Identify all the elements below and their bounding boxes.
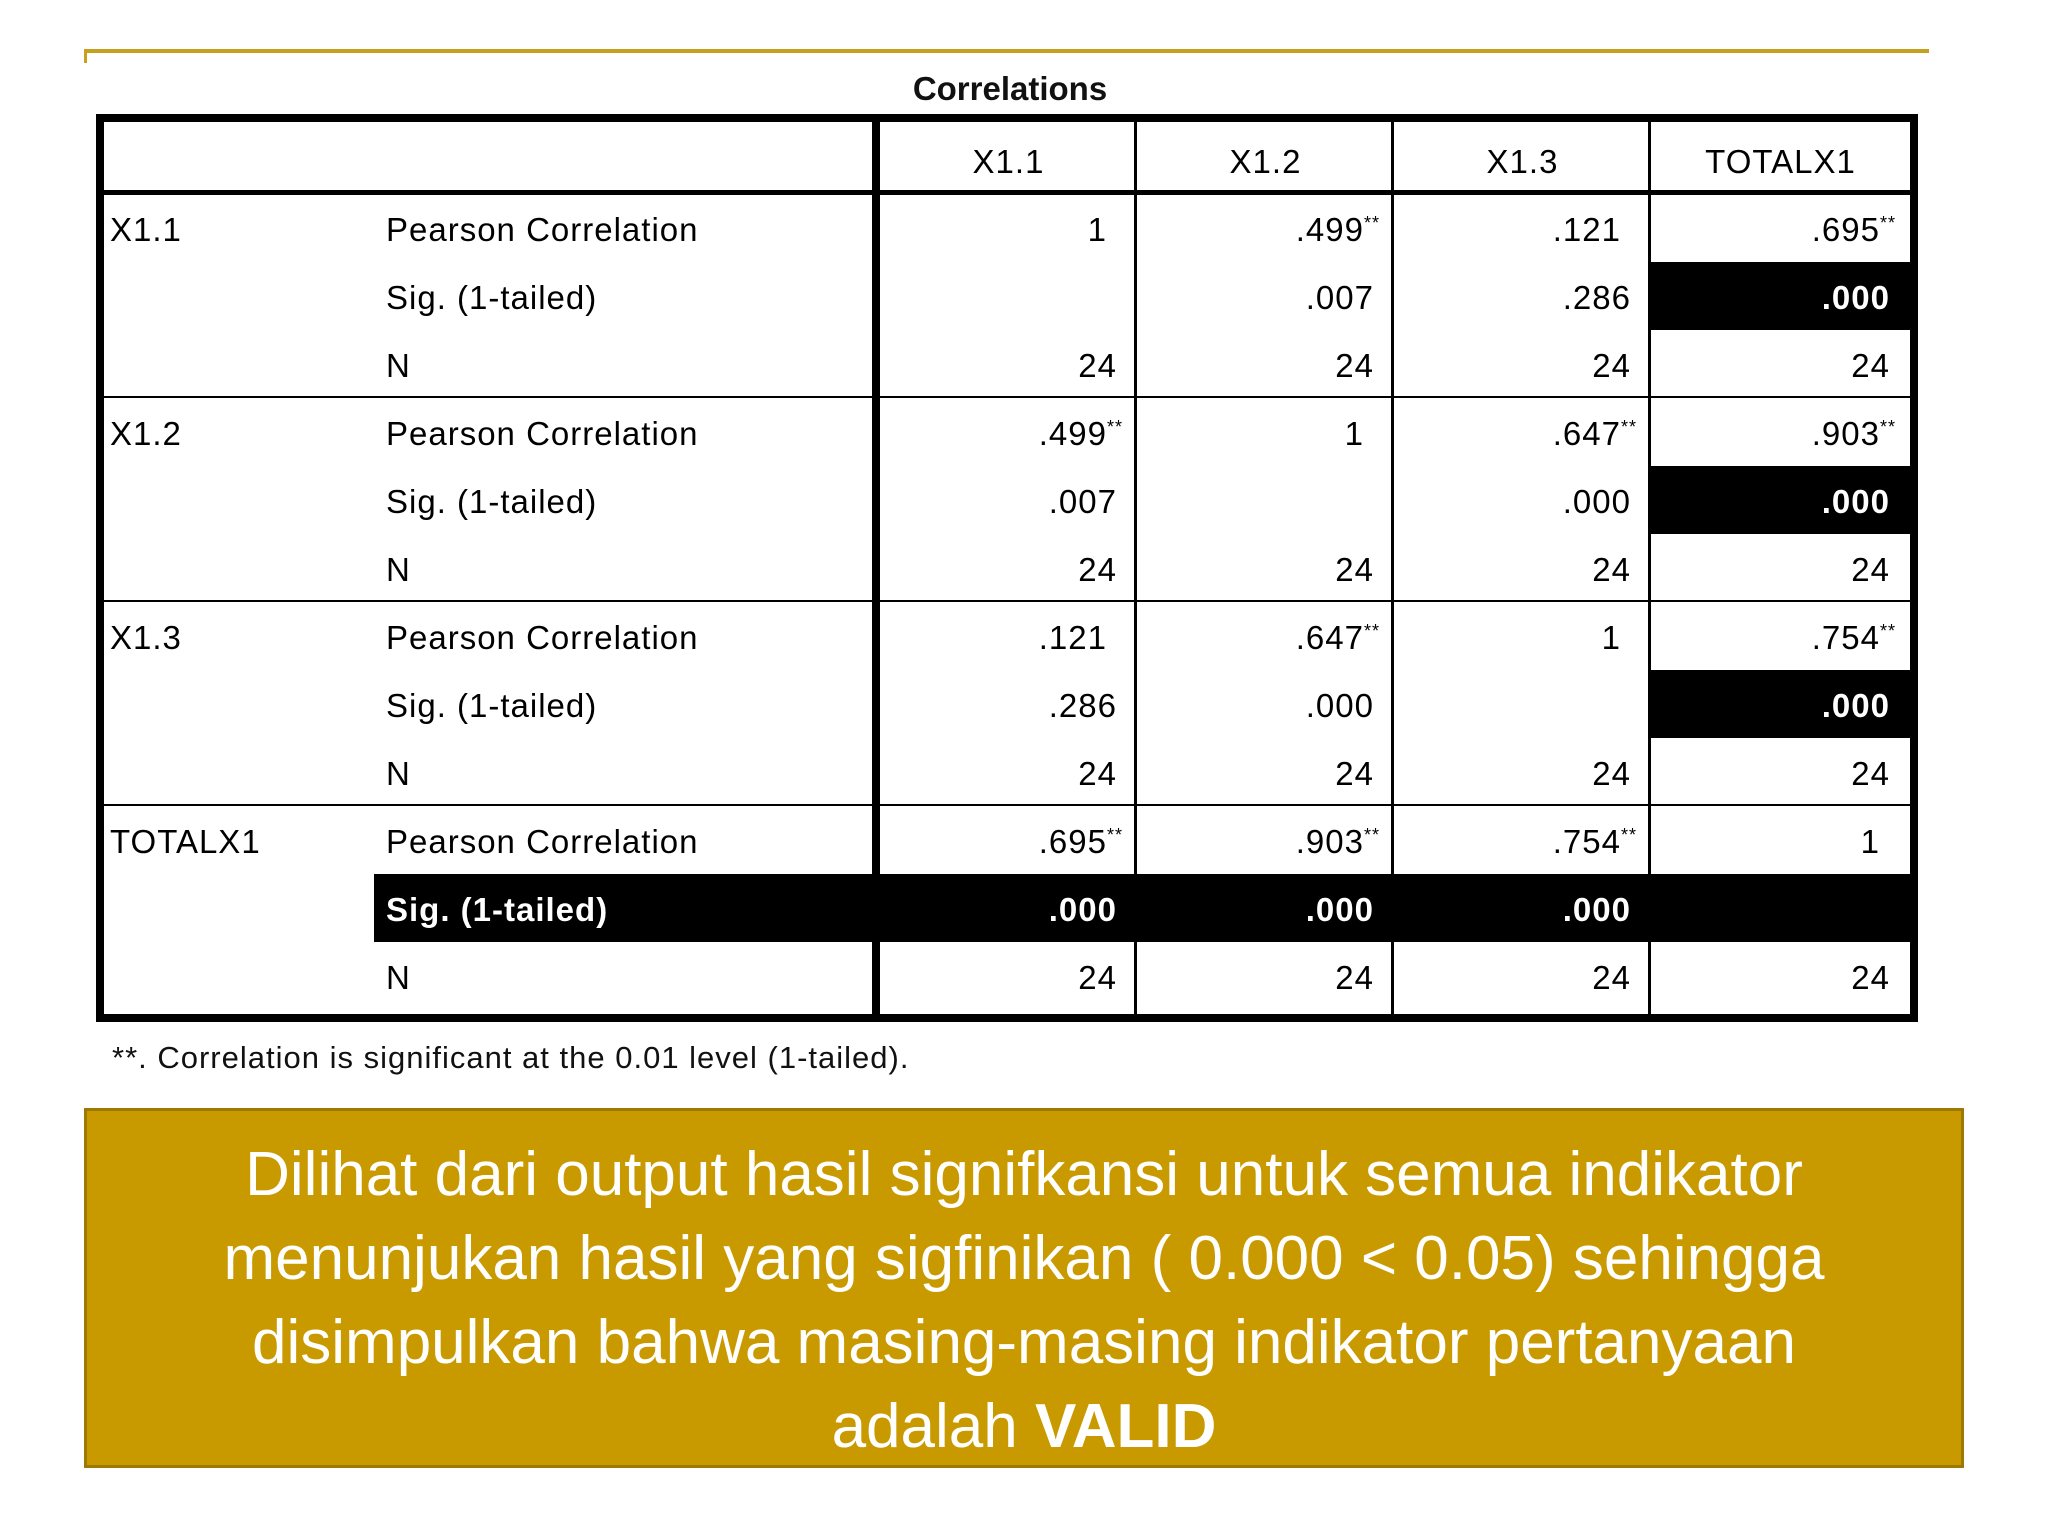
cell-value: .647 — [1552, 415, 1621, 452]
column-header: X1.2 — [1229, 143, 1302, 180]
cell-value: .695 — [1811, 211, 1880, 248]
table-group-rule — [104, 600, 1910, 602]
table-value-cell: 24 — [1335, 959, 1374, 996]
table-value-cell: 24 — [1851, 959, 1890, 996]
slide-top-rule — [84, 49, 1929, 53]
row-stat-label: N — [386, 551, 411, 588]
table-value-cell: 24 — [1078, 347, 1117, 384]
cell-value: .121 — [1038, 619, 1107, 656]
table-value-cell — [880, 618, 1127, 658]
row-stat-label: Pearson Correlation — [386, 619, 699, 656]
table-value-cell: 24 — [1851, 755, 1890, 792]
table-value-cell: .286 — [1048, 687, 1117, 724]
conclusion-line-1: Dilihat dari output hasil signifkansi untuk semua indikator — [245, 1140, 1803, 1209]
table-footnote: **. Correlation is significant at the 0.01 level (1-tailed). — [112, 1040, 910, 1075]
cell-value: .499 — [1038, 415, 1107, 452]
row-stat-label: N — [386, 347, 411, 384]
table-value-cell — [880, 210, 1127, 250]
table-value-cell: 24 — [1592, 347, 1631, 384]
table-value-cell: 24 — [1078, 755, 1117, 792]
cell-value: 1 — [1087, 211, 1107, 248]
conclusion-line-4-prefix: adalah — [831, 1392, 1035, 1461]
table-value-cell: .499** — [1038, 415, 1124, 452]
table-value-cell: .007 — [1305, 279, 1374, 316]
table-divider-stub-col — [872, 122, 880, 1014]
table-value-cell: .000 — [1048, 891, 1117, 928]
cell-value: .647 — [1295, 619, 1364, 656]
column-header: X1.1 — [972, 143, 1045, 180]
table-value-cell: .903** — [1811, 415, 1897, 452]
table-value-cell: .000 — [1821, 483, 1890, 520]
correlations-table — [96, 114, 1918, 1022]
cell-value: .754 — [1811, 619, 1880, 656]
table-value-cell: .007 — [1048, 483, 1117, 520]
row-group-label: X1.2 — [110, 415, 182, 452]
cell-value: 1 — [1601, 619, 1621, 656]
cell-value: 1 — [1860, 823, 1880, 860]
cell-value: .695 — [1038, 823, 1107, 860]
conclusion-box — [84, 1108, 1964, 1468]
table-value-cell: 24 — [1851, 347, 1890, 384]
table-value-cell: 24 — [1078, 959, 1117, 996]
table-value-cell: 24 — [1592, 959, 1631, 996]
table-value-cell: 24 — [1851, 551, 1890, 588]
row-stat-label: N — [386, 755, 411, 792]
table-value-cell: .695** — [1811, 211, 1897, 248]
table-value-cell: .754** — [1811, 619, 1897, 656]
row-group-label: X1.1 — [110, 211, 182, 248]
table-value-cell: 24 — [1592, 755, 1631, 792]
row-stat-label: Pearson Correlation — [386, 211, 699, 248]
table-value-cell: .000 — [1821, 279, 1890, 316]
table-group-rule — [104, 396, 1910, 398]
table-value-cell: 24 — [1335, 347, 1374, 384]
row-stat-label: Sig. (1-tailed) — [386, 891, 609, 928]
table-value-cell: 24 — [1592, 551, 1631, 588]
cell-value: .903 — [1811, 415, 1880, 452]
table-value-cell — [1137, 414, 1384, 454]
table-header-rule — [104, 190, 1910, 195]
table-value-cell: .647** — [1295, 619, 1381, 656]
table-title: Correlations — [912, 70, 1108, 107]
table-value-cell: .647** — [1552, 415, 1638, 452]
conclusion-line-2: menunjukan hasil yang sigfinikan ( 0.000 < 0.05) sehingga — [223, 1224, 1825, 1293]
cell-value: 1 — [1344, 415, 1364, 452]
table-value-cell: 24 — [1078, 551, 1117, 588]
table-value-cell: 24 — [1335, 551, 1374, 588]
row-stat-label: Sig. (1-tailed) — [386, 279, 598, 316]
cell-value: .499 — [1295, 211, 1364, 248]
row-group-label: TOTALX1 — [110, 823, 261, 860]
table-value-cell — [1651, 822, 1900, 862]
column-header: X1.3 — [1486, 143, 1559, 180]
row-stat-label: Sig. (1-tailed) — [386, 687, 598, 724]
table-value-cell — [1394, 210, 1641, 250]
row-group-label: X1.3 — [110, 619, 182, 656]
table-value-cell: .286 — [1562, 279, 1631, 316]
table-value-cell — [1394, 618, 1641, 658]
table-value-cell: .000 — [1305, 687, 1374, 724]
table-value-cell: .000 — [1562, 483, 1631, 520]
table-value-cell: .499** — [1295, 211, 1381, 248]
sig-highlight-cell — [1651, 874, 1910, 942]
cell-value: .903 — [1295, 823, 1364, 860]
row-stat-label: Sig. (1-tailed) — [386, 483, 598, 520]
row-stat-label: N — [386, 959, 411, 996]
table-value-cell: .000 — [1305, 891, 1374, 928]
conclusion-valid-word: VALID — [1035, 1392, 1217, 1461]
table-value-cell: .903** — [1295, 823, 1381, 860]
table-value-cell: .754** — [1552, 823, 1638, 860]
cell-value: .754 — [1552, 823, 1621, 860]
conclusion-line-3: disimpulkan bahwa masing-masing indikator pertanyaan — [252, 1308, 1796, 1377]
table-value-cell: .695** — [1038, 823, 1124, 860]
column-header: TOTALX1 — [1705, 143, 1856, 180]
row-stat-label: Pearson Correlation — [386, 823, 699, 860]
table-value-cell: 24 — [1335, 755, 1374, 792]
table-value-cell: .000 — [1821, 687, 1890, 724]
table-group-rule — [104, 804, 1910, 806]
row-stat-label: Pearson Correlation — [386, 415, 699, 452]
conclusion-line-4 — [87, 1385, 1961, 1469]
cell-value: .121 — [1552, 211, 1621, 248]
table-value-cell: .000 — [1562, 891, 1631, 928]
